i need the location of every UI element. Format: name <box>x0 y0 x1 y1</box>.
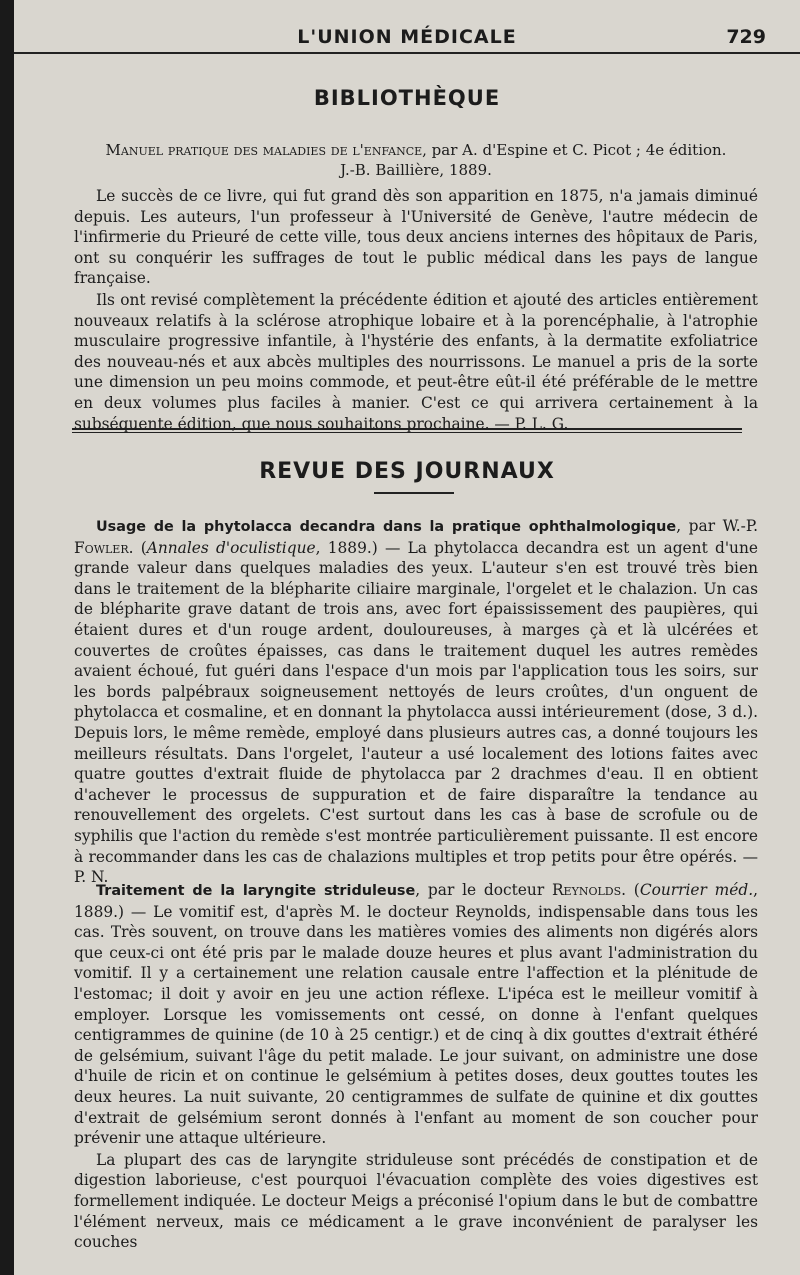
running-header <box>14 26 800 54</box>
source-open: . ( <box>621 881 640 899</box>
article-body: Le vomitif est, d'après M. le docteur Reynolds, indispensable dans tous les cas. Très souvent, on trouve dans les matières vomies des aliments non digérés alors que ceux-ci ont été pris par le malade douze heures et plus avant l'administration du vomitif. Il y a certainement une relation causale entre l'affection et la plénitude de l'estomac; il doit y avoir en jeu une action réflexe. L'ipéca est le meilleur vomitif à employer. Lorsque les vomissements ont cessé, on donne à l'enfant quelques centigrammes de quinine (de 10 à 25 centigr.) et de cinq à dix gouttes d'extrait éthéré de gelsémium, suivant l'âge du petit malade. Le jour suivant, on administre une dose d'huile de ricin et on continue le gelsémium à petites doses, deux gouttes toutes les deux heures. La nuit suivante, 20 centigrammes de sulfate de quinine et dix gouttes d'extrait de gelsémium seront donnés à l'enfant au moment de son coucher pour prévenir une attaque ultérieure. <box>74 902 758 1148</box>
article-laryngite <box>74 880 758 1253</box>
article-phytolacca <box>74 516 758 888</box>
source-close: , 1889.) — <box>74 881 758 921</box>
journal-title: L'UNION MÉDICALE <box>297 26 517 48</box>
article-body: La phytolacca decandra est un agent d'une grande valeur dans quelques maladies des yeux. L'auteur s'en est trouvé très bien dans le traitement de la blépharite ciliaire marginale, l'orgelet et le chalazion. Un cas de blépharite grave datant de trois ans, avec fort épaississement des paupières, qui étaient dures et d'un rouge ardent, douloureuses, à marges çà et là ulcérées et couvertes de croûtes épaisses, cas dans le traitement duquel les autres remèdes avaient échoué, fut guéri dans l'espace d'un mois par l'application tous les soirs, sur les bords palpébraux soigneusement nettoyés de leurs croûtes, d'un onguent de phytolacca et cosmaline, et en donnant la phytolacca aussi intérieurement (dose, 3 d.). Depuis lors, le même remède, employé dans plusieurs autres cas, a donné toujours les meilleurs résultats. Dans l'orgelet, l'auteur a usé localement des lotions faites avec quatre gouttes d'extrait fluide de phytolacca par 2 drachmes d'eau. Il en obtient d'achever le processus de suppuration et de faire disparaître la tendance au renouvellement des orgelets. C'est surtout dans les cas à base de scrofule ou de syphilis que l'action du remède s'est montrée particulièrement puissante. Il est encore à recommander dans les cas de chalazions multiples et trop petits pour être opérés. — P. N. <box>74 538 758 887</box>
book-authors: , par A. d'Espine et C. Picot ; 4e édition. <box>422 141 727 159</box>
book-reference <box>74 140 758 180</box>
source-close: , 1889.) — <box>315 538 408 557</box>
article-source: Annales d'oculistique <box>146 538 316 557</box>
page-number: 729 <box>726 26 766 48</box>
book-publisher: J.-B. Baillière, 1889. <box>340 161 492 179</box>
journal-page <box>14 0 800 1275</box>
revue-heading: REVUE DES JOURNAUX <box>259 459 555 484</box>
book-title: Manuel pratique des maladies de l'enfance <box>105 141 423 159</box>
article-author: Reynolds <box>551 881 622 899</box>
article-paragraph <box>74 516 758 888</box>
article-source: Courrier méd. <box>639 881 754 899</box>
bibliotheque-heading: BIBLIOTHÈQUE <box>313 86 501 110</box>
section-divider <box>72 428 742 433</box>
bibliotheque-review <box>74 186 758 434</box>
review-paragraph: Le succès de ce livre, qui fut grand dès son apparition en 1875, n'a jamais diminué depuis. Les auteurs, l'un professeur à l'Université de Genève, l'autre médecin de l'infirmerie du Prieuré de cette ville, tous deux anciens internes des hôpitaux de Paris, ont su conquérir les suffrages de tout le public médical dans les pays de langue française. <box>74 187 758 288</box>
article-author: Fowler <box>74 538 129 557</box>
article-title: Usage de la phytolacca decandra dans la pratique ophthalmologique <box>96 519 677 535</box>
heading-rule <box>374 492 454 494</box>
article-paragraph: La plupart des cas de laryngite striduleuse sont précédés de constipation et de digestion laborieuse, c'est pourquoi l'évacuation complète des voies digestives est formellement indiquée. Le docteur Meigs a préconisé l'opium dans le but de combattre l'élément nerveux, mais ce médicament a le grave inconvénient de paralyser les couches <box>74 1150 758 1252</box>
article-title: Traitement de la laryngite striduleuse <box>96 883 416 899</box>
article-paragraph <box>74 880 758 1149</box>
byline: , par le docteur <box>415 881 552 899</box>
review-paragraph: Ils ont revisé complètement la précédente édition et ajouté des articles entièrement nouveaux relatifs à la sclérose atrophique lobaire et à la porencéphalie, à l'atrophie musculaire progressive infantile, à l'hystérie des enfants, à la dermatite exfoliatrice des nouveau-nés et aux abcès multiples des nourrissons. Le manuel a pris de la sorte une dimension un peu moins commode, et peut-être eût-il été préférable de le mettre en deux volumes plus faciles à manier. C'est ce qui arrivera certainement à la subséquente édition, que nous souhaitons prochaine. — P. L. G. <box>74 290 758 433</box>
byline: , par W.-P. <box>676 517 758 535</box>
source-open: . ( <box>128 538 147 557</box>
